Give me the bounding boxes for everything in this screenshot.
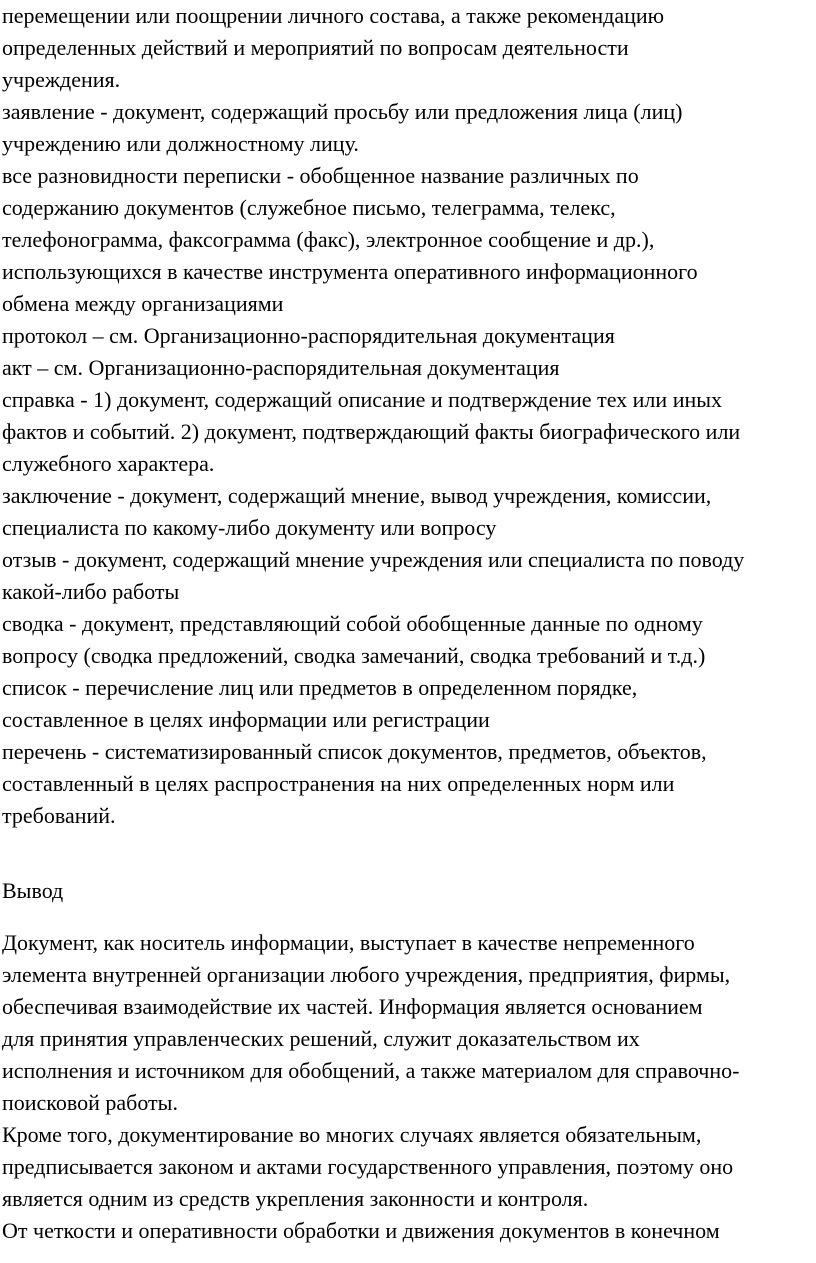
definitions-line: телефонограмма, факсограмма (факс), электронное сообщение и др.),: [2, 227, 655, 252]
definitions-line: акт – см. Организационно-распорядительная документация: [2, 355, 560, 380]
definitions-line: заявление - документ, содержащий просьбу или предложения лица (лиц): [2, 99, 683, 124]
definitions-line: содержанию документов (служебное письмо, телеграмма, телекс,: [2, 195, 616, 220]
definitions-line: специалиста по какому-либо документу или вопросу: [2, 515, 497, 540]
definitions-line: определенных действий и мероприятий по вопросам деятельности: [2, 35, 629, 60]
definitions-line: заключение - документ, содержащий мнение, вывод учреждения, комиссии,: [2, 483, 712, 508]
definitions-line: отзыв - документ, содержащий мнение учреждения или специалиста по поводу: [2, 547, 745, 572]
conclusion-line: обеспечивая взаимодействие их частей. Информация является основанием: [2, 994, 703, 1019]
definitions-line: все разновидности переписки - обобщенное название различных по: [2, 163, 639, 188]
definitions-line: служебного характера.: [2, 451, 215, 476]
definitions-line: обмена между организациями: [2, 291, 284, 316]
definitions-line: составленный в целях распространения на них определенных норм или: [2, 771, 675, 796]
definitions-line: справка - 1) документ, содержащий описание и подтверждение тех или иных: [2, 387, 723, 412]
definitions-line: фактов и событий. 2) документ, подтверждающий факты биографического или: [2, 419, 741, 444]
conclusion-line: исполнения и источником для обобщений, а также материалом для справочно-: [2, 1058, 740, 1083]
definitions-line: перечень - систематизированный список документов, предметов, объектов,: [2, 739, 707, 764]
conclusion-line: для принятия управленческих решений, служит доказательством их: [2, 1026, 640, 1051]
conclusion-line: От четкости и оперативности обработки и движения документов в конечном: [2, 1218, 720, 1243]
definitions-line: вопросу (сводка предложений, сводка замечаний, сводка требований и т.д.): [2, 643, 706, 668]
definitions-line: протокол – см. Организационно-распорядительная документация: [2, 323, 615, 348]
conclusion-heading: Вывод: [2, 878, 64, 903]
definitions-line: составленное в целях информации или регистрации: [2, 707, 490, 732]
definitions-line: учреждения.: [2, 67, 121, 92]
conclusion-line: предписывается законом и актами государственного управления, поэтому оно: [2, 1154, 734, 1179]
conclusion-line: Кроме того, документирование во многих случаях является обязательным,: [2, 1122, 702, 1147]
conclusion-line: Документ, как носитель информации, выступает в качестве непременного: [2, 930, 695, 955]
definitions-line: учреждению или должностному лицу.: [2, 131, 359, 156]
conclusion-line: поисковой работы.: [2, 1090, 178, 1115]
definitions-line: какой-либо работы: [2, 579, 180, 604]
definitions-line: список - перечисление лиц или предметов в определенном порядке,: [2, 675, 638, 700]
conclusion-line: элемента внутренней организации любого учреждения, предприятия, фирмы,: [2, 962, 731, 987]
definitions-line: использующихся в качестве инструмента оперативного информационного: [2, 259, 698, 284]
definitions-line: требований.: [2, 803, 116, 828]
definitions-line: перемещении или поощрении личного состава, а также рекомендацию: [2, 3, 665, 28]
conclusion-line: является одним из средств укрепления законности и контроля.: [2, 1186, 589, 1211]
definitions-line: сводка - документ, представляющий собой обобщенные данные по одному: [2, 611, 703, 636]
